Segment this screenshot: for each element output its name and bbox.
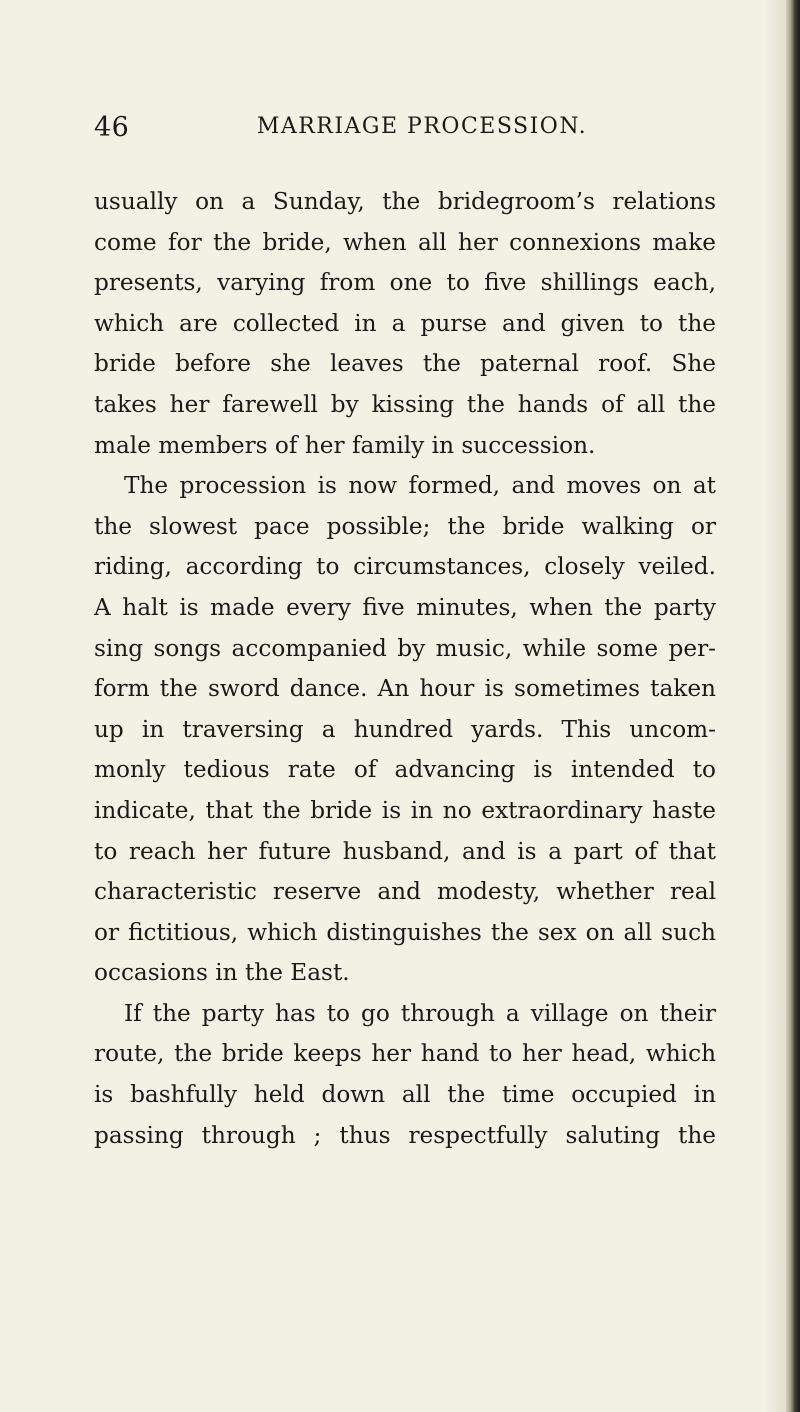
text-line: monly tedious rate of advancing is intended to bbox=[94, 756, 716, 784]
text-line: to reach her future husband, and is a part of that bbox=[94, 837, 716, 865]
text-line: up in traversing a hundred yards. This uncom- bbox=[94, 715, 716, 743]
page-edge-shadow bbox=[766, 0, 786, 1412]
text-line: male members of her family in succession. bbox=[94, 431, 596, 459]
page-header bbox=[94, 112, 714, 146]
text-line: which are collected in a purse and given to the bbox=[94, 309, 716, 337]
text-line: passing through ; thus respectfully saluting the bbox=[94, 1121, 716, 1149]
text-line: occasions in the East. bbox=[94, 959, 350, 987]
text-line: bride before she leaves the paternal roof. She bbox=[94, 350, 716, 378]
body-text bbox=[94, 182, 716, 1156]
text-line: riding, according to circumstances, closely veiled. bbox=[94, 553, 716, 581]
text-line: usually on a Sunday, the bridegroom’s relations bbox=[94, 188, 716, 215]
text-line: route, the bride keeps her hand to her head, which bbox=[94, 1040, 716, 1068]
text-line: form the sword dance. An hour is sometimes taken bbox=[94, 675, 716, 703]
text-line: or fictitious, which distinguishes the sex on all such bbox=[94, 918, 716, 946]
text-line: The procession is now formed, and moves on at bbox=[124, 472, 716, 500]
text-line: presents, varying from one to five shillings each, bbox=[94, 269, 716, 297]
text-line: takes her farewell by kissing the hands of all the bbox=[94, 390, 716, 418]
text-line: sing songs accompanied by music, while some per- bbox=[94, 634, 716, 662]
text-line: indicate, that the bride is in no extraordinary haste bbox=[94, 796, 716, 824]
text-line: A halt is made every five minutes, when the party bbox=[94, 593, 716, 621]
running-head: MARRIAGE PROCESSION. bbox=[256, 114, 588, 139]
text-line: characteristic reserve and modesty, whether real bbox=[94, 878, 716, 906]
text-line: come for the bride, when all her connexions make bbox=[94, 228, 716, 256]
page-number: 46 bbox=[94, 112, 130, 143]
page-edge bbox=[786, 0, 800, 1412]
text-line: the slowest pace possible; the bride walking or bbox=[94, 512, 716, 540]
text-line: If the party has to go through a village on their bbox=[124, 999, 716, 1027]
text-line: is bashfully held down all the time occupied in bbox=[94, 1081, 716, 1109]
